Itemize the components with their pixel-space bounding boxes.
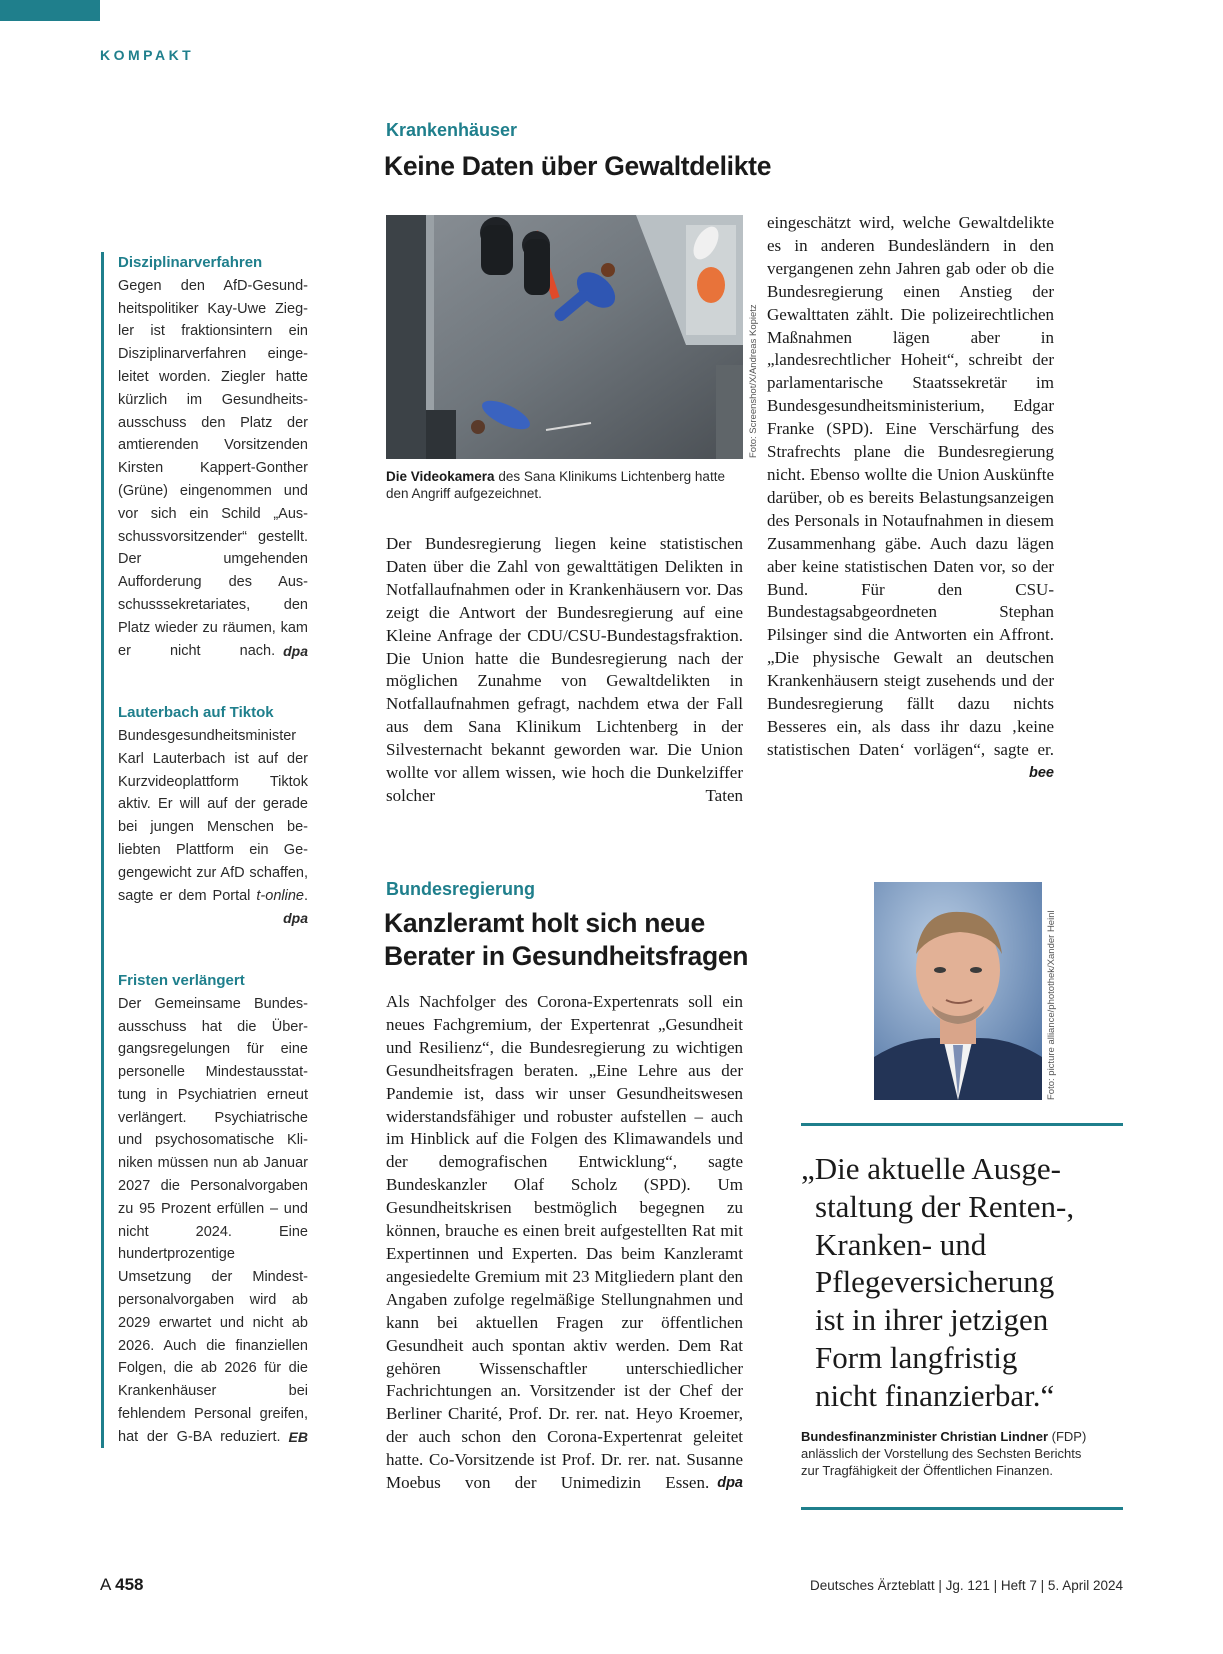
hospital-camera-image (386, 215, 743, 459)
author-signature: dpa (283, 642, 308, 659)
sidebar-item-text: Bundesgesundheitsminister Karl Lauterbach ist auf der Kurzvideoplattform Tiktok aktiv. Er will auf der gerade bei jungen Menschen beliebten Plattform ein Gegengewicht zur AfD schaffen, sagte er dem Portal t-online. dpa (118, 725, 308, 953)
article1-kicker: Krankenhäuser (386, 120, 518, 140)
quote-line: ist in ihrer jetzigen (815, 1302, 1049, 1338)
article2-title: Kanzleramt holt sich neue Berater in Gesundheitsfragen (384, 908, 749, 971)
author-signature: EB (288, 1428, 308, 1445)
article1-column1: Der Bundesregierung liegen keine statistischen Daten über die Zahl von gewalttätigen Delikten in Notfallaufnahmen oder in Krankenhäusern vor. Das zeigt die Antwort der Bundesregierung auf eine Kleine Anfrage der CDU/CSU-Bundestagsfraktion. Die Union hatte die Bundesregierung nach der möglichen Zunahme von Gewaltdelikten in Notfallaufnahmen gefragt, nachdem etwa der Fall aus dem Sana Klinikum Lichtenberg in der Silvesternacht bekannt geworden war. Die Union wollte vor allem wissen, wie hoch die Dunkelziffer solcher Taten (386, 534, 743, 805)
sidebar-item-title: Lauterbach auf Tiktok (118, 704, 274, 722)
page-number: A 458 (100, 1575, 144, 1594)
article1-title: Keine Daten über Gewaltdelikte (384, 151, 772, 181)
sidebar-item-fristen (118, 970, 308, 1472)
pull-quote (801, 1150, 1121, 1415)
article2-body: Als Nachfolger des Corona-Expertenrats soll ein neues Fachgremium, der Expertenrat „Gesundheit und Resilienz“, die Bundesregierung zu wichtigen Gesundheitsfragen beraten. „Eine Lehre aus der Pandemie ist, dass wir unser Gesundheitswesen widerstandsfähiger und robuster aufstellen – auch im Hinblick auf die Folgen des Klimawandels und der demografischen Entwicklung“, sagte Bundeskanzler Olaf Scholz (SPD). Um Gesundheitskrisen bestmöglich begegnen zu können, brauche es einen breit aufgestellten Rat mit Expertinnen und Experten. Das beim Kanzleramt angesiedelte Gremium mit 23 Mitgliedern plant den Angaben zufolge regelmäßige Stellungnahmen und kann bei aktuellen Fragen zur öffentlichen Gesundheit auch spontan aktiv werden. Dem Rat gehören Wissenschaftler unterschiedlicher Fachrichtungen an. Vorsitzender ist der Chef der Berliner Charité, Prof. Dr. rer. nat. Heyo Kroemer, der auch schon den Corona-Expertenrat geleitet hatte. Co-Vorsitzende ist Prof. Dr. rer. nat. Susanne Moebus von der Unimedizin Essen. dpa (386, 991, 743, 1518)
author-signature: bee (1029, 764, 1054, 781)
quote-line: Kranken- und (815, 1226, 987, 1262)
article2-kicker: Bundesregierung (386, 879, 536, 899)
sidebar-item-text: Der Gemeinsame Bundesausschuss hat die Übergangsregelungen für eine personelle Mindestausstattung in Psychiatrien erneut verlängert. Psychiatrische und psychosomatische Kliniken müssen nun ab Januar 2027 die Personalvorgaben zu 95 Prozent erfüllen – und nicht 2024. Eine hundertprozentige Umsetzung der Mindestpersonalvorgaben wird ab 2029 erwartet und nicht ab 2026. Auch die finanziellen Folgen, die ab 2026 für die Krankenhäuser bei fehlendem Personal greifen, hat der G-BA reduziert. EB (118, 993, 308, 1472)
sidebar-item-lauterbach (118, 702, 308, 953)
author-signature: dpa (717, 1475, 743, 1492)
quote-rule-top (801, 1123, 1123, 1126)
quote-rule-bottom (801, 1507, 1123, 1510)
quote-line: nicht finanzierbar.“ (815, 1377, 1055, 1413)
sidebar-item-text: Gegen den AfD-Gesundheitspolitiker Kay-Uwe Ziegler ist fraktionsintern ein Disziplinarverfahren eingeleitet worden. Ziegler hatte kürzlich im Gesundheitsausschuss den Platz der amtierenden Vorsitzenden Kirsten Kappert-Gonther (Grüne) eingenommen und vor sich ein Schild „Ausschussvorsitzender“ gestellt. Der umgehenden Aufforderung des Ausschusssekretariates, den Platz wieder zu räumen, kam er nicht nach. dpa (118, 275, 308, 685)
surveillance-photo (386, 215, 743, 459)
sidebar-item-title: Fristen verlängert (118, 971, 245, 989)
sidebar-item-title: Disziplinarverfahren (118, 254, 263, 271)
author-signature: dpa (283, 910, 308, 927)
quote-line: staltung der Renten-, (815, 1188, 1075, 1224)
section-label: KOMPAKT (100, 47, 195, 63)
photo-credit: Foto: picture alliance/photothek/Xander Heinl (1046, 910, 1057, 1100)
quote-line: „Die aktuelle Ausge- (801, 1151, 1061, 1186)
article1-column2: eingeschätzt wird, welche Gewaltdelikte es in anderen Bundesländern in den vergangenen zehn Jahren gab oder ob die Bundesregierung einen Anstieg der Gewalttaten zählt. Die polizeirechtlichen Maßnahmen lägen aber in „landesrechtlicher Hoheit“, schreibt der parlamentarische Staatssekretär im Bundesgesundheitsministerium, Edgar Franke (SPD). Eine Verschärfung des Strafrechts plane die Bundesregierung nicht. Ebenso wollte die Union Auskünfte darüber, ob es bereits Belastungsanzeigen des Personals in Notaufnahmen in diesem Zusammenhang gäbe. Auch dazu lägen aber keine statistischen Daten vor, so der Bund. Für den CSU-Bundestagsabgeordneten Stephan Pilsinger sind die Antworten ein Affront. „Die physische Gewalt an deutschen Krankenhäusern steigt zusehends und der Bundesregierung fällt dazu nichts Besseres ein, als dass ihr dazu ‚keine statistischen Daten‘ vorlägen“, sagte er. bee (767, 212, 1054, 808)
accent-bar (0, 0, 100, 21)
portrait-photo (874, 882, 1042, 1100)
news-sidebar (101, 252, 308, 1448)
sidebar-item-disziplinarverfahren (118, 252, 308, 685)
photo-caption: Die Videokamera des Sana Klinikums Lichtenberg hatte den Angriff aufgezeichnet. (386, 469, 725, 501)
portrait-image (874, 882, 1042, 1100)
photo-credit: Foto: Screenshot/X/Andreas Kopietz (748, 304, 759, 458)
quote-attribution: Bundesfinanzminister Christian Lindner (FDP) anlässlich der Vorstellung des Sechsten Berichts zur Tragfähigkeit der Öffentlichen Finanzen. (801, 1429, 1087, 1478)
quote-line: Form langfristig (815, 1339, 1018, 1375)
publication-info: Deutsches Ärzteblatt | Jg. 121 | Heft 7 | 5. April 2024 (810, 1578, 1123, 1593)
quote-line: Pflegeversicherung (815, 1264, 1055, 1300)
